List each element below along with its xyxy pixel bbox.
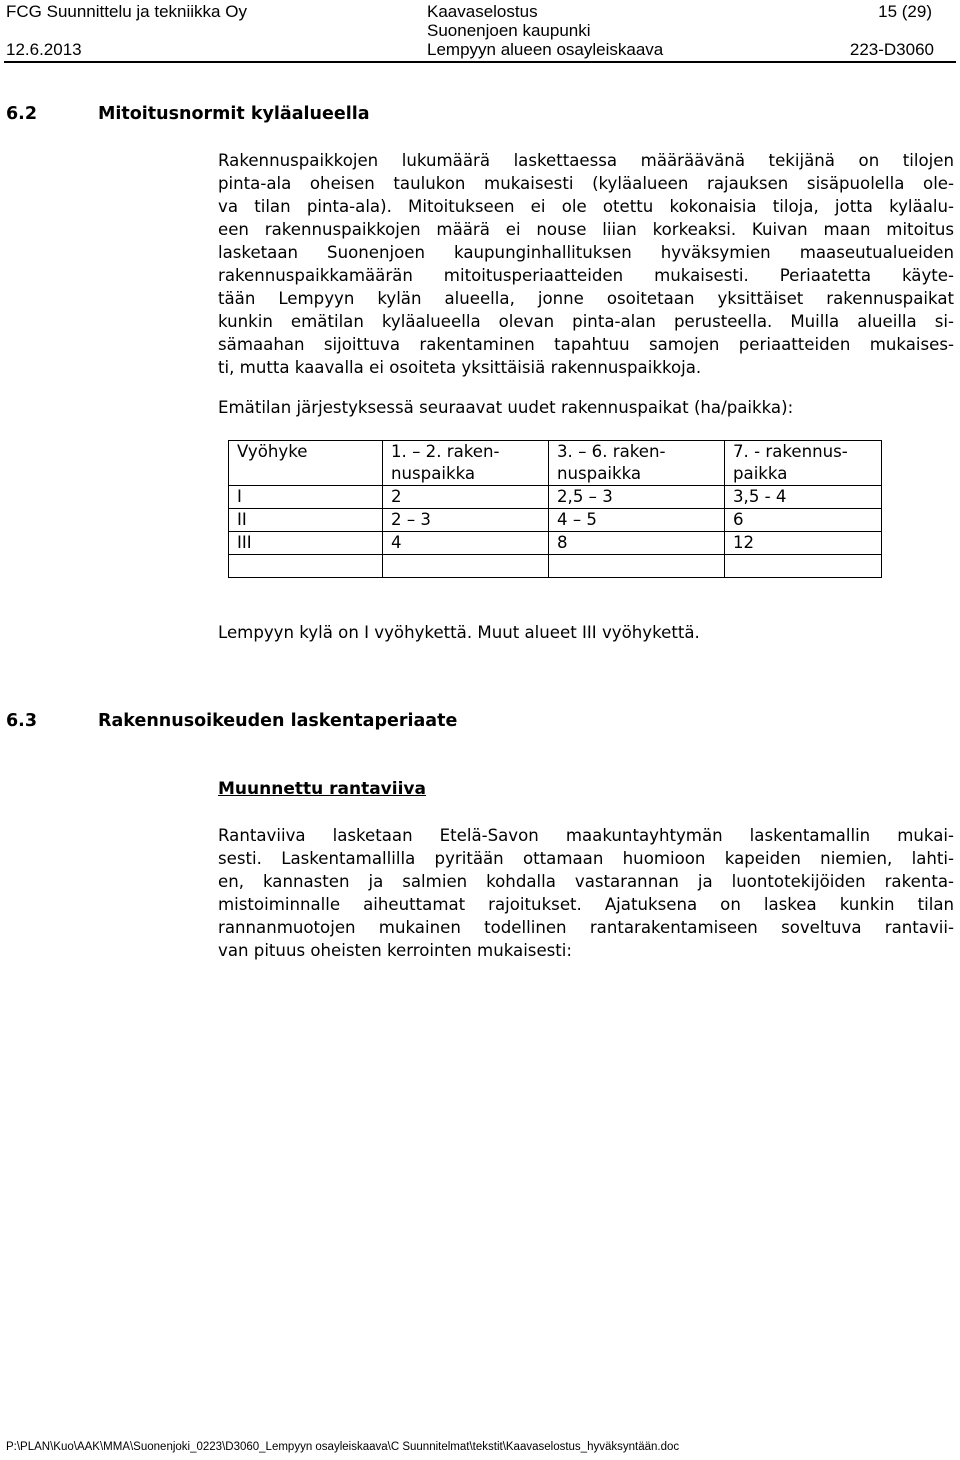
table-row	[229, 509, 882, 532]
page-number: 15 (29)	[878, 2, 932, 21]
paragraph-line: ti, mutta kaavalla ei osoiteta yksittäisiä rakennuspaikkoja.	[218, 358, 702, 377]
table-cell: II	[229, 509, 383, 532]
document-type: Kaavaselostus	[427, 2, 538, 21]
paragraph-line: sesti. Laskentamallilla pyritään ottamaan huomioon kapeiden niemien, lahti-	[218, 849, 954, 868]
company-name: FCG Suunnittelu ja tekniikka Oy	[6, 2, 247, 21]
table-cell: I	[229, 486, 383, 509]
table-cell	[229, 555, 383, 578]
table-cell	[725, 555, 882, 578]
header-cell: 1. – 2. raken- nuspaikka	[383, 441, 549, 486]
table-row	[229, 555, 882, 578]
table-cell: III	[229, 532, 383, 555]
table-cell	[383, 555, 549, 578]
paragraph-line: va tilan pinta-ala). Mitoitukseen ei ole otettu kokonaisia tiloja, jotta kyläalu-	[218, 197, 954, 216]
zone-table	[228, 440, 882, 578]
plan-name: Lempyyn alueen osayleiskaava	[427, 40, 664, 59]
document-date: 12.6.2013	[6, 40, 82, 59]
paragraph-line: sämaahan sijoittuva rakentaminen tapahtuu samojen periaatteiden mukaises-	[218, 335, 954, 354]
table-intro: Emätilan järjestyksessä seuraavat uudet rakennuspaikat (ha/paikka):	[218, 398, 794, 417]
table-row	[229, 532, 882, 555]
paragraph-line: mistoiminnalle aiheuttamat rajoitukset. Ajatuksena on laskea kunkin tilan	[218, 895, 954, 914]
table-row	[229, 486, 882, 509]
table-cell: 8	[549, 532, 725, 555]
paragraph-line: rannanmuotojen mukainen todellinen rantarakentamiseen soveltuva rantavii-	[218, 918, 954, 937]
paragraph-line: pinta-ala oheisen taulukon mukaisesti (kyläalueen rajauksen sisäpuolella ole-	[218, 174, 954, 193]
file-path-footer: P:\PLAN\Kuo\AAK\MMA\Suonenjoki_0223\D3060_Lempyyn osayleiskaava\C Suunnitelmat\tekstit\Kaavaselostus_hyväksyntään.doc	[6, 1441, 680, 1453]
header-cell: Vyöhyke	[229, 441, 383, 486]
project-code: 223-D3060	[849, 40, 934, 59]
paragraph-line: kunkin emätilan kyläalueella olevan pinta-alan perusteella. Muilla alueilla si-	[218, 312, 954, 331]
table-cell: 2,5 – 3	[549, 486, 725, 509]
paragraph-line: Rakennuspaikkojen lukumäärä laskettaessa määräävänä tekijänä on tilojen	[218, 151, 954, 170]
paragraph-line: Rantaviiva lasketaan Etelä-Savon maakuntayhtymän laskentamallin mukai-	[218, 826, 954, 845]
table-cell: 6	[725, 509, 882, 532]
header-cell: 7. - rakennus- paikka	[725, 441, 882, 486]
body-paragraph	[218, 824, 954, 962]
subheading: Muunnettu rantaviiva	[218, 779, 426, 799]
section-number: 6.3	[6, 711, 38, 731]
paragraph-line: rakennuspaikkamäärän mitoitusperiaatteiden mukaisesti. Periaatetta käyte-	[218, 266, 954, 285]
section-title: Rakennusoikeuden laskentaperiaate	[98, 711, 458, 731]
header-cell: 3. – 6. raken- nuspaikka	[549, 441, 725, 486]
table-cell: 2 – 3	[383, 509, 549, 532]
section-heading-6-3	[6, 711, 457, 731]
paragraph-line: van pituus oheisten kerrointen mukaisesti:	[218, 941, 573, 960]
section-title: Mitoitusnormit kyläalueella	[98, 104, 370, 124]
table-cell: 4	[383, 532, 549, 555]
paragraph-line: tään Lempyyn kylän alueella, jonne osoitetaan yksittäiset rakennuspaikat	[218, 289, 954, 308]
client-name: Suonenjoen kaupunki	[427, 21, 591, 40]
zone-note: Lempyyn kylä on I vyöhykettä. Muut alueet III vyöhykettä.	[218, 623, 700, 642]
section-number: 6.2	[6, 104, 38, 124]
section-heading-6-2	[6, 104, 370, 124]
paragraph-line: lasketaan Suonenjoen kaupunginhallituksen hyväksymien maaseutualueiden	[218, 243, 954, 262]
table-cell	[549, 555, 725, 578]
table-cell: 2	[383, 486, 549, 509]
table-cell: 12	[725, 532, 882, 555]
table-cell: 4 – 5	[549, 509, 725, 532]
body-paragraph	[218, 149, 954, 379]
paragraph-line: een rakennuspaikkojen määrä ei nouse liian korkeaksi. Kuivan maan mitoitus	[218, 220, 954, 239]
table-cell: 3,5 - 4	[725, 486, 882, 509]
table-header-row	[229, 441, 882, 486]
paragraph-line: en, kannasten ja salmien kohdalla vastarannan ja luontotekijöiden rakenta-	[218, 872, 954, 891]
header-divider	[4, 61, 956, 63]
